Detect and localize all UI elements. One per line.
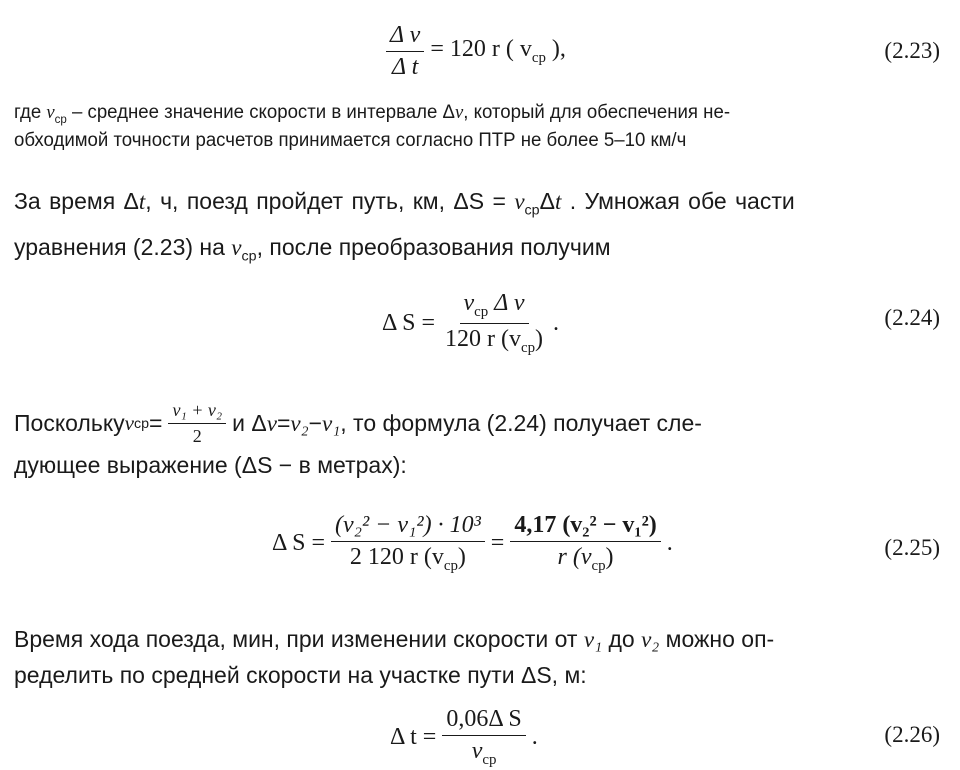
paragraph-line: обходимой точности расчетов принимается согласно ПТР не более 5–10 км/ч [14,130,687,151]
numerator: v₁ + v₂ [168,400,226,424]
text: За время Δ [14,188,139,214]
denominator [554,542,618,575]
lhs: Δ S = [382,309,435,336]
fraction [441,290,547,357]
rhs-text: = 120 r ( v [430,36,532,63]
var: v [124,411,134,435]
text: где [14,102,47,123]
text: , после преобразования получим [256,234,611,260]
equation-number: (2.23) [884,38,940,63]
subscript: ср [531,49,546,66]
var: v [514,189,525,214]
var: v [266,410,277,436]
equals: = [490,529,505,556]
paragraph-line: ределить по средней скорости на участке пути ΔS, м: [14,662,587,688]
text: Δ [539,188,555,214]
text: Время хода поезда, мин, при изменении скорости от [14,626,584,652]
var: v [46,102,55,123]
text: r (v [557,544,592,570]
period: . [531,723,538,750]
denominator [441,324,547,357]
text: ) [457,544,466,570]
var: v [455,102,464,123]
subscript: ср [443,557,458,574]
equation-number: (2.25) [884,535,940,560]
text: = [149,410,163,436]
text: = [276,410,291,436]
var: t [138,189,146,214]
paragraph-line: дующее выражение (ΔS − в метрах): [14,452,407,478]
paragraph-line [14,234,611,265]
period: . [553,309,560,336]
equation-2-23 [380,22,566,81]
fraction [386,22,424,81]
paragraph-line [14,188,795,219]
var: v₂ [290,410,309,436]
text: уравнения (2.23) на [14,234,232,260]
fraction [510,512,660,575]
fraction [442,706,525,769]
equation-number: (2.26) [884,722,940,747]
period: . [666,529,673,556]
text: 2 120 r (v [349,544,444,570]
text: до [602,626,642,652]
rhs [430,36,566,67]
text: , то формула (2.24) получает сле- [340,410,702,436]
subscript: ср [474,303,489,320]
subscript: ср [54,112,67,126]
equation-2-25 [272,512,673,575]
var: v [463,290,475,316]
paragraph-line [14,102,730,126]
paragraph-line [14,626,774,653]
rhs-tail: ), [545,36,566,63]
text: Поскольку [14,410,125,436]
denominator [346,542,470,575]
equation-2-26 [390,706,538,769]
numerator: 4,17 (v₂² − v₁²) [510,512,660,542]
text: – среднее значение скорости в интервале Δ [66,102,456,123]
var: t [554,189,562,214]
lhs: Δ S = [272,529,325,556]
subscript: ср [133,415,150,432]
fraction [168,400,226,447]
text: , который для обеспечения не- [463,102,731,123]
var: v₂ [641,627,660,652]
denominator: Δ t [391,54,419,80]
fraction [331,512,485,575]
equation-number: (2.24) [884,305,940,330]
text: ) [535,325,544,352]
text: ) [605,544,614,570]
subscript: ср [520,339,536,356]
subscript: ср [524,202,540,219]
var: Δ v [488,290,525,316]
text: . Умножая обе части [561,188,795,214]
var: v [231,235,242,260]
numerator: 0,06Δ S [442,706,525,736]
text: можно оп- [659,626,775,652]
subscript: ср [591,557,606,574]
paragraph-line [14,400,702,447]
text: и Δ [232,410,267,436]
denominator [468,736,501,769]
var: v₁ [322,410,341,436]
text: , ч, поезд пройдет путь, км, ΔS = [145,188,515,214]
subscript: ср [241,248,257,265]
subscript: ср [482,751,497,768]
text: − [308,410,323,436]
numerator [460,290,529,324]
lhs: Δ t = [390,723,437,750]
equation-2-24 [382,290,559,357]
denominator: 2 [192,426,202,446]
text: 120 r (v [445,325,521,352]
numerator: Δ v [386,22,424,52]
var: v₁ [583,627,603,652]
numerator: (v₂² − v₁²) · 10³ [331,512,485,542]
var: v [471,738,483,764]
